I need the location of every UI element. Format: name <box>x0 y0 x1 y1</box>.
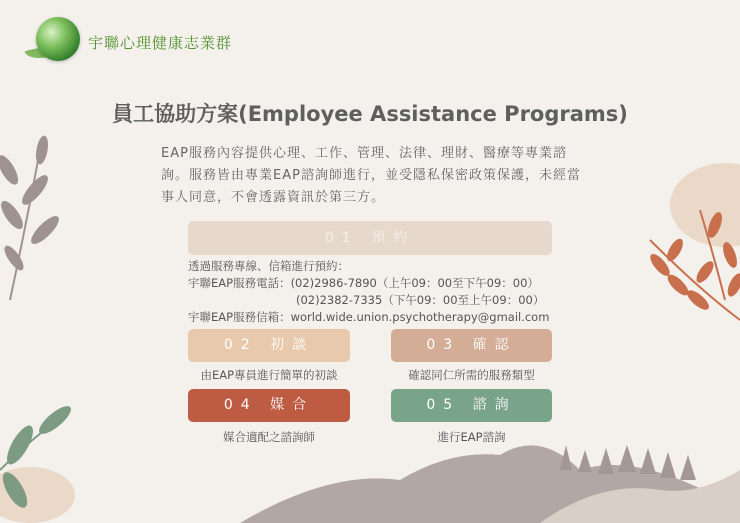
booking-email: 宇聯EAP服務信箱：world.wide.union.psychotherapy@gmail.com <box>188 310 550 324</box>
booking-phone-1: 宇聯EAP服務電話：(02)2986-7890（上午09：00至下午09：00） <box>188 276 539 290</box>
step-5-consult: 05 諮詢 <box>391 389 552 422</box>
step-1-reserve: 01 預約 <box>188 221 552 255</box>
booking-phone-2: (02)2382-7335（下午09：00至上午09：00） <box>296 293 545 307</box>
logo-text: 宇聯心理健康志業群 <box>88 34 233 52</box>
intro-text: EAP服務內容提供心理、工作、管理、法律、理財、醫療等專業諮詢。服務皆由專業EAP諮詢師進行，並受隱私保密政策保護，未經當事人同意，不會透露資訊於第三方。 <box>161 146 581 205</box>
logo-icon <box>36 17 80 61</box>
step-2-initial: 02 初談 <box>188 329 350 362</box>
bottom-left-leaves-icon <box>0 402 75 523</box>
step-3-confirm: 03 確認 <box>391 329 552 362</box>
beige-blob <box>670 163 740 247</box>
left-twig-icon <box>0 135 62 300</box>
step-5-caption: 進行EAP諮詢 <box>437 430 506 444</box>
step-3-caption: 確認同仁所需的服務類型 <box>408 368 535 382</box>
step-2-caption: 由EAP專員進行簡單的初談 <box>200 368 338 382</box>
step-4-caption: 媒合適配之諮詢師 <box>223 430 315 444</box>
mountains-icon <box>240 445 740 523</box>
booking-line-1: 透過服務專線、信箱進行預約： <box>188 259 349 273</box>
page-title: 員工協助方案(Employee Assistance Programs) <box>112 102 628 126</box>
step-4-match: 04 媒合 <box>188 389 350 422</box>
